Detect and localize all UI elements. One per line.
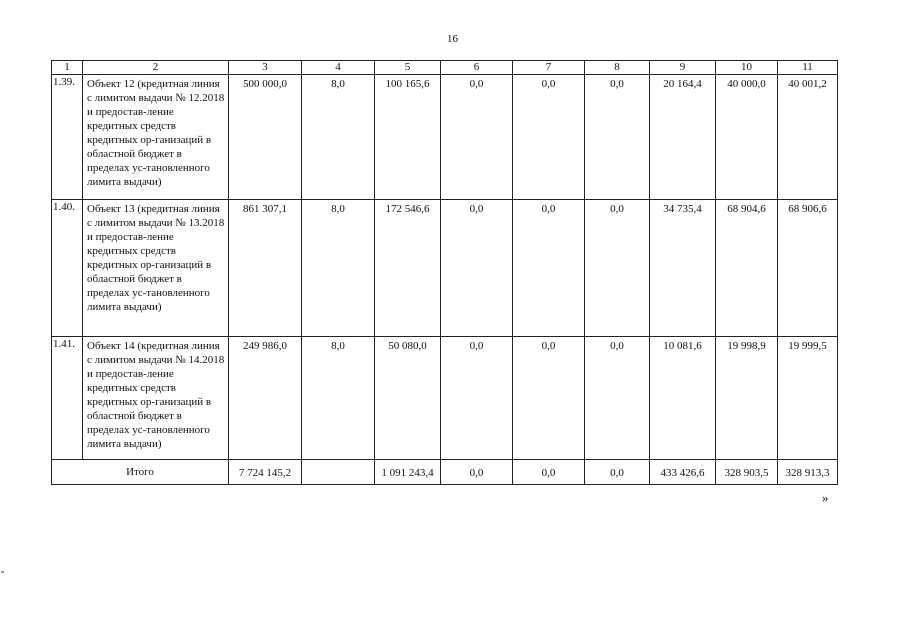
object-name: Объект 13 (кредитная линия с лимитом выдачи № 13.2018 и предостав-ление кредитных средств кредитных ор-ганизаций в областной бюджет в пределах ус-тановленного лимита выдачи) bbox=[83, 200, 229, 337]
column-header: 7 bbox=[513, 61, 585, 75]
table-cell: 0,0 bbox=[585, 337, 650, 460]
total-cell: 0,0 bbox=[585, 460, 650, 485]
table-cell: 10 081,6 bbox=[650, 337, 716, 460]
table-row bbox=[52, 337, 838, 460]
table-cell: 100 165,6 bbox=[375, 75, 441, 200]
row-number: 1.40. bbox=[52, 200, 83, 337]
table-cell: 0,0 bbox=[513, 75, 585, 200]
closing-quote: » bbox=[822, 490, 829, 505]
object-name: Объект 14 (кредитная линия с лимитом выдачи № 14.2018 и предостав-ление кредитных средств кредитных ор-ганизаций в областной бюджет в пределах ус-тановленного лимита выдачи) bbox=[83, 337, 229, 460]
total-label: Итого bbox=[52, 460, 229, 485]
total-cell: 328 903,5 bbox=[716, 460, 778, 485]
scan-speck bbox=[1, 571, 4, 573]
page-number: 16 bbox=[447, 33, 458, 45]
column-header: 4 bbox=[302, 61, 375, 75]
table-cell: 34 735,4 bbox=[650, 200, 716, 337]
table-cell: 172 546,6 bbox=[375, 200, 441, 337]
table-cell: 68 904,6 bbox=[716, 200, 778, 337]
table-cell: 50 080,0 bbox=[375, 337, 441, 460]
table-cell: 40 001,2 bbox=[778, 75, 838, 200]
table-cell: 500 000,0 bbox=[229, 75, 302, 200]
table-row bbox=[52, 200, 838, 337]
table-cell: 0,0 bbox=[513, 200, 585, 337]
column-header: 10 bbox=[716, 61, 778, 75]
table-cell: 0,0 bbox=[585, 75, 650, 200]
table-cell: 40 000,0 bbox=[716, 75, 778, 200]
column-header: 3 bbox=[229, 61, 302, 75]
column-header: 11 bbox=[778, 61, 838, 75]
table-cell: 249 986,0 bbox=[229, 337, 302, 460]
column-header: 6 bbox=[441, 61, 513, 75]
table-cell: 68 906,6 bbox=[778, 200, 838, 337]
total-cell: 0,0 bbox=[513, 460, 585, 485]
column-header: 1 bbox=[52, 61, 83, 75]
total-cell: 1 091 243,4 bbox=[375, 460, 441, 485]
table-cell: 0,0 bbox=[513, 337, 585, 460]
table-cell: 19 998,9 bbox=[716, 337, 778, 460]
table-cell: 861 307,1 bbox=[229, 200, 302, 337]
total-row bbox=[52, 460, 838, 485]
total-cell: 7 724 145,2 bbox=[229, 460, 302, 485]
row-number: 1.39. bbox=[52, 75, 83, 200]
table-cell: 8,0 bbox=[302, 75, 375, 200]
total-cell: 0,0 bbox=[441, 460, 513, 485]
table-row bbox=[52, 75, 838, 200]
table-cell: 0,0 bbox=[441, 75, 513, 200]
total-cell: 433 426,6 bbox=[650, 460, 716, 485]
data-table bbox=[51, 60, 838, 485]
table-cell: 20 164,4 bbox=[650, 75, 716, 200]
total-cell: 328 913,3 bbox=[778, 460, 838, 485]
table-cell: 0,0 bbox=[585, 200, 650, 337]
table-cell: 0,0 bbox=[441, 200, 513, 337]
column-header: 8 bbox=[585, 61, 650, 75]
table-header-row bbox=[52, 61, 838, 75]
table-cell: 0,0 bbox=[441, 337, 513, 460]
total-cell bbox=[302, 460, 375, 485]
column-header: 2 bbox=[83, 61, 229, 75]
row-number: 1.41. bbox=[52, 337, 83, 460]
column-header: 5 bbox=[375, 61, 441, 75]
table-cell: 19 999,5 bbox=[778, 337, 838, 460]
column-header: 9 bbox=[650, 61, 716, 75]
table-cell: 8,0 bbox=[302, 337, 375, 460]
object-name: Объект 12 (кредитная линия с лимитом выдачи № 12.2018 и предостав-ление кредитных средств кредитных ор-ганизаций в областной бюджет в пределах ус-тановленного лимита выдачи) bbox=[83, 75, 229, 200]
table-cell: 8,0 bbox=[302, 200, 375, 337]
